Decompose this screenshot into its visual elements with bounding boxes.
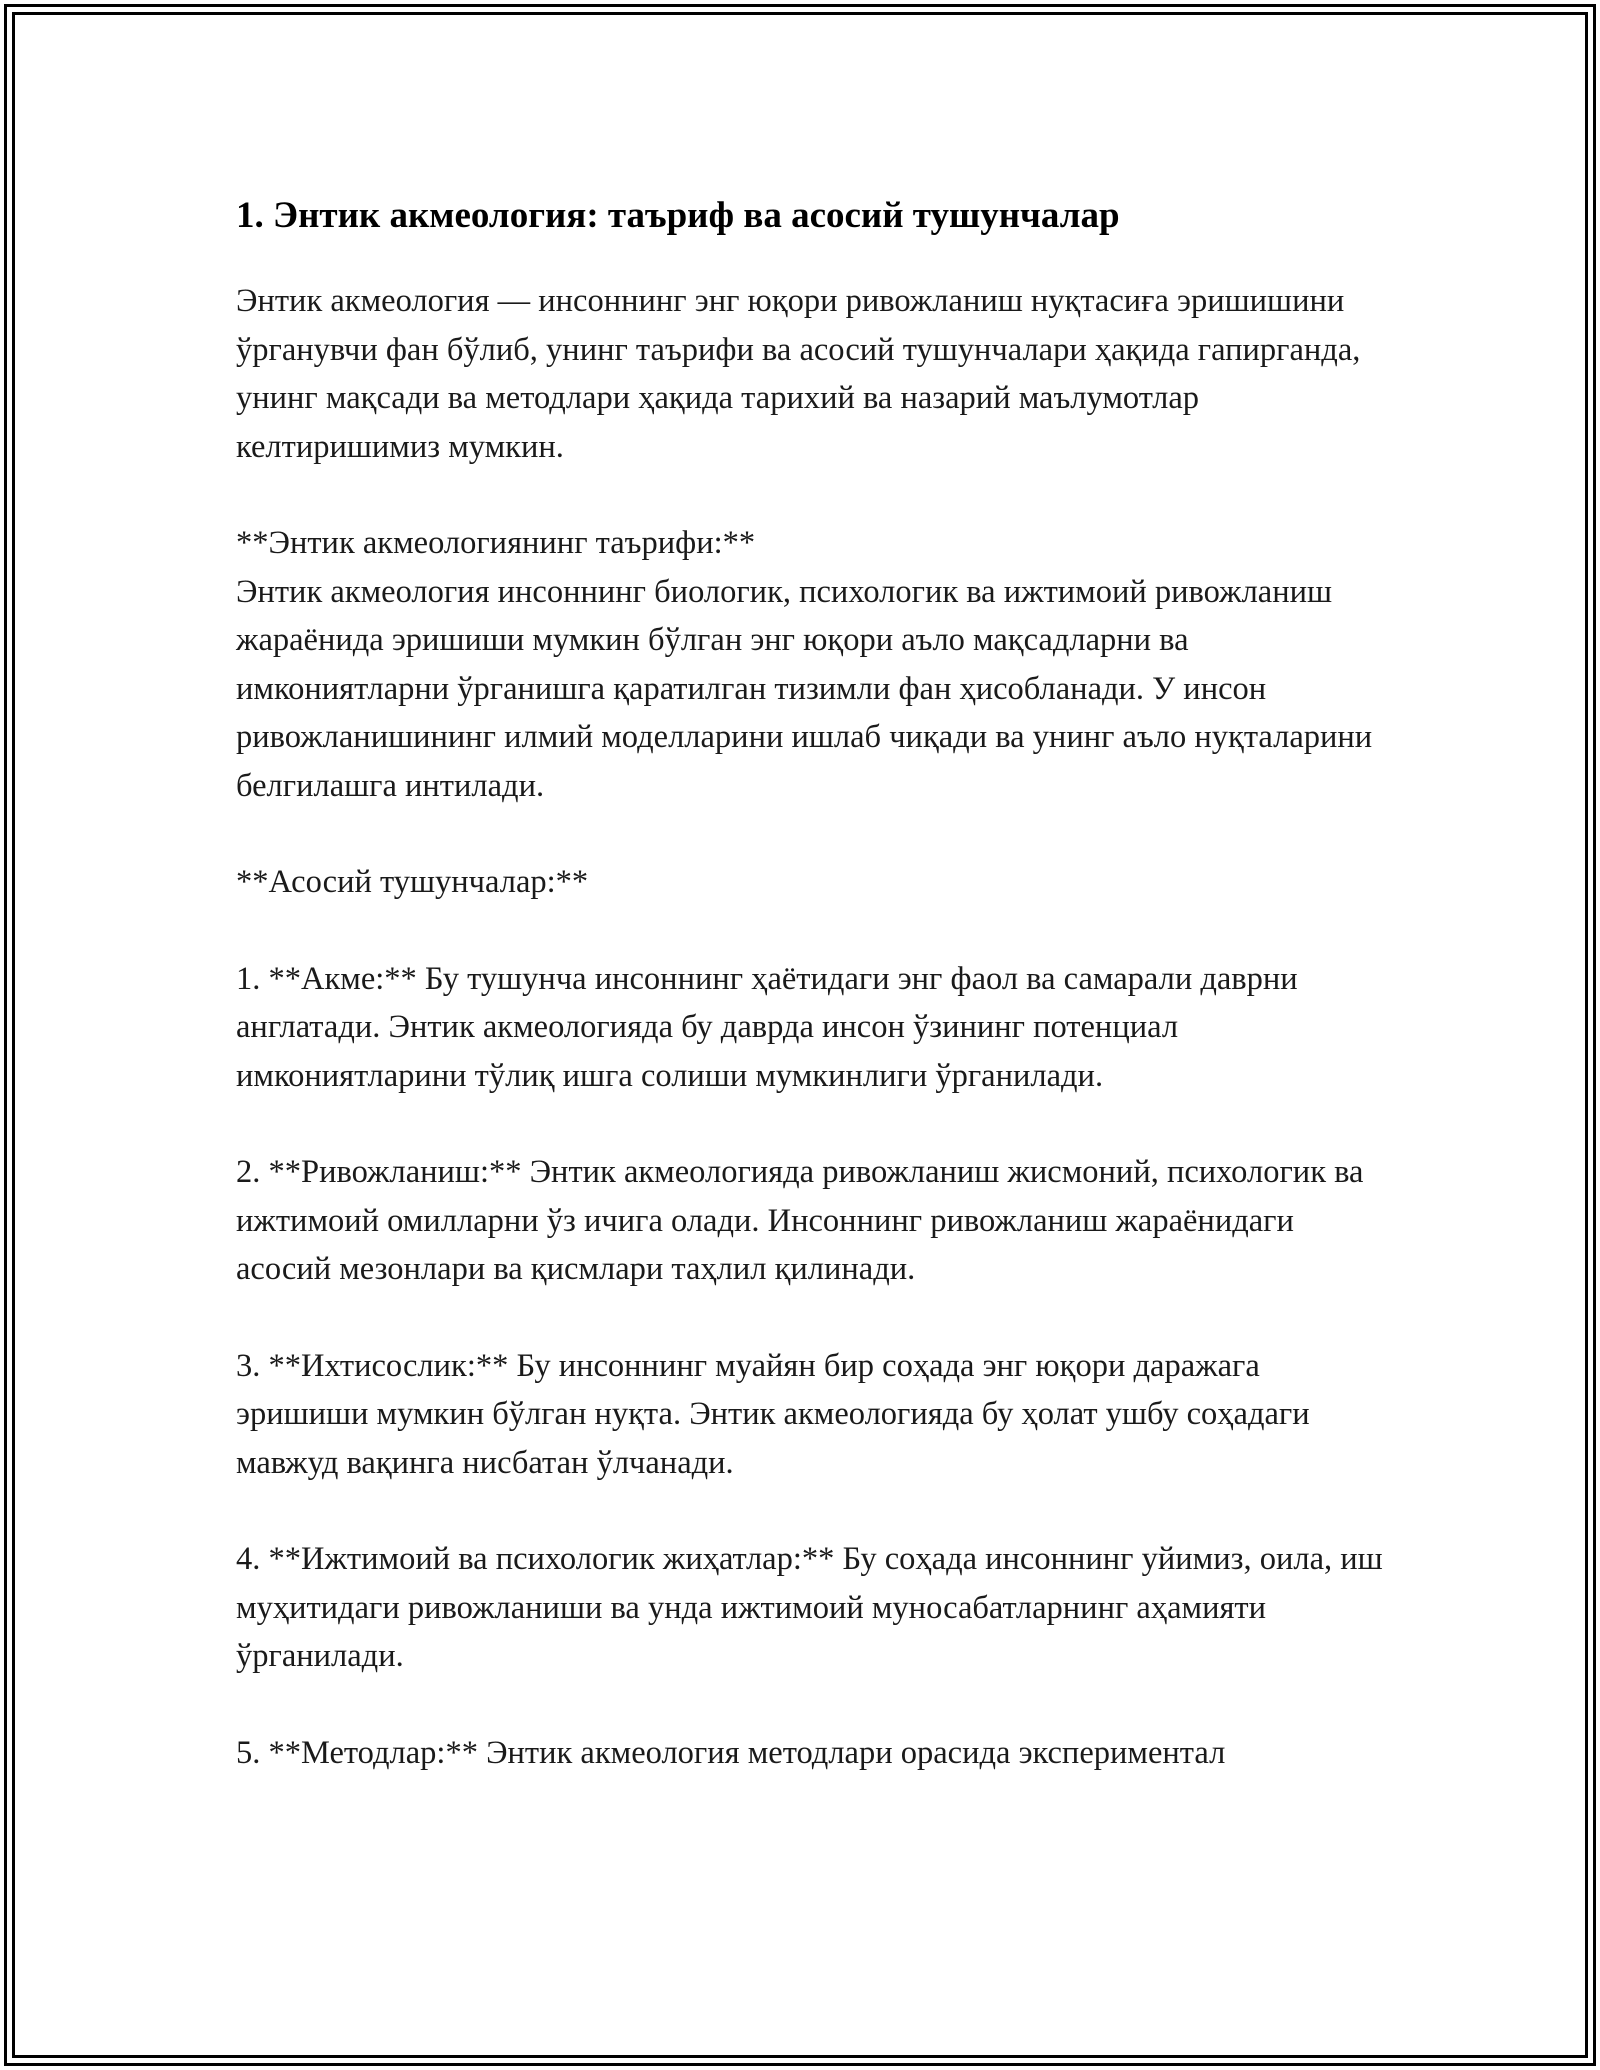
document-page: [236, 188, 1386, 1777]
concept-item-methods: 5. **Методлар:** Энтик акмеология методлари орасида экспериментал: [236, 1734, 1226, 1771]
definition-heading: **Энтик акмеологиянинг таърифи:**: [236, 525, 756, 561]
concept-item-specialization: 3. **Ихтисослик:** Бу инсоннинг муайян бир соҳада энг юқори даражага эришиши мумкин бўлган нуқта. Энтик акмеологияда бу ҳолат ушбу соҳадаги мавжуд вақинга нисбатан ўлчанади.: [236, 1347, 1310, 1481]
concepts-heading: **Асосий тушунчалар:**: [236, 864, 589, 900]
concept-item-acme: 1. **Акме:** Бу тушунча инсоннинг ҳаётидаги энг фаол ва самарали даврни англатади. Энтик акмеологияда бу даврда инсон ўзининг потенциал имкониятларини тўлиқ ишга солиши мумкинлиги ўрганилади.: [236, 960, 1298, 1094]
concept-item-development: 2. **Ривожланиш:** Энтик акмеологияда ривожланиш жисмоний, психологик ва ижтимоий омилларни ўз ичига олади. Инсоннинг ривожланиш жараёнидаги асосий мезонлари ва қисмлари таҳлил қилинади.: [236, 1154, 1364, 1287]
concept-item-social-psychological: 4. **Ижтимоий ва психологик жиҳатлар:** Бу соҳада инсоннинг уйимиз, оила, иш муҳитидаги ривожланиши ва унда ижтимоий муносабатларнинг аҳамияти ўрганилади.: [236, 1541, 1383, 1674]
intro-paragraph: Энтик акмеология — инсоннинг энг юқори ривожланиш нуқтасиға эришишини ўрганувчи фан бўлиб, унинг таърифи ва асосий тушунчалари ҳақида гапирганда, унинг мақсади ва методлари ҳақида тарихий ва назарий маълумотлар келтиришимиз мумкин.: [236, 283, 1361, 465]
definition-paragraph: Энтик акмеология инсоннинг биологик, психологик ва ижтимоий ривожланиш жараёнида эришиши мумкин бўлган энг юқори аъло мақсадларни ва имкониятларни ўрганишга қаратилган тизимли фан ҳисобланади. У инсон ривожланишининг илмий моделларини ишлаб чиқади ва унинг аъло нуқталарини белгилашга интилади.: [236, 573, 1373, 804]
document-title: 1. Энтик акмеология: таъриф ва асосий тушунчалар: [236, 195, 1120, 236]
